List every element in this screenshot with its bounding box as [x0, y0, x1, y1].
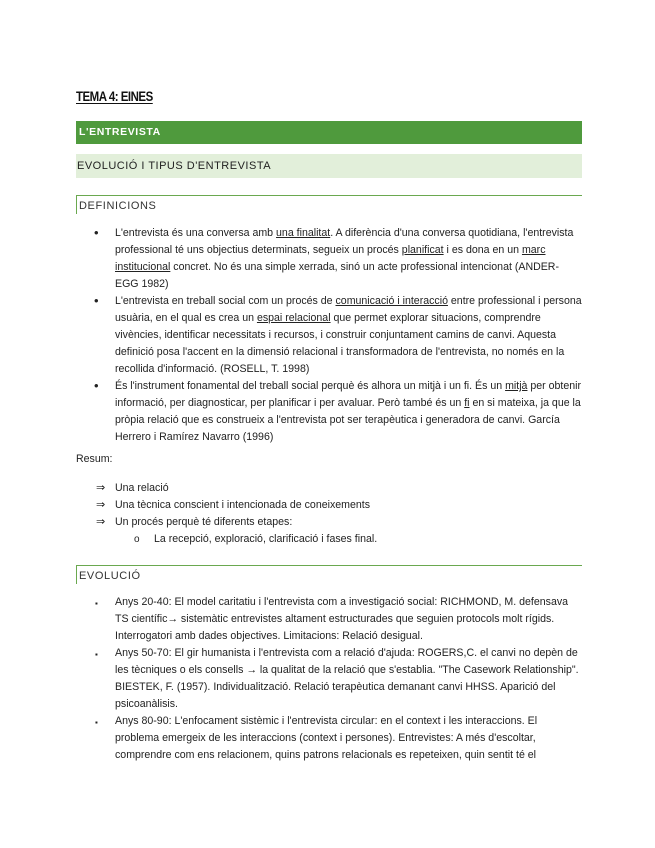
bullet-dot-icon: •: [94, 225, 99, 240]
summary-item: [76, 497, 582, 514]
underlined-term: una finalitat: [276, 227, 331, 239]
evolution-item: [76, 594, 582, 645]
definition-item: [76, 225, 582, 293]
text-segment: És l'instrument fonamental del treball social perquè és alhora un mitjà i un fi. És un: [115, 380, 506, 392]
arrow-right-icon: ⇒: [96, 499, 106, 511]
summary-subitem: [76, 531, 582, 548]
underlined-term: mitjà: [505, 380, 528, 392]
bullet-dot-icon: •: [94, 378, 99, 393]
evolution-item-text: Anys 80-90: L'enfocament sistèmic i l'entrevista circular: en el context i les interaccions. El problema emergeix de les interaccions (context i persones). Entrevistes: A més d'escoltar, comprendre com ens relacionem, quins patrons relacionals es repeteixen, quin sentit té el: [115, 715, 538, 761]
summary-subitem-text: La recepció, exploració, clarificació i fases final.: [154, 533, 378, 545]
bullet-square-icon: ▪: [95, 599, 98, 608]
evolution-item: [76, 713, 582, 764]
text-segment: i es dona en un: [443, 244, 522, 256]
text-segment: en si mateixa, ja que la pròpia relació que es construeix a l'entrevista pot ser terapèutica i generadora de canvi. García Herrero i Ramírez Navarro (1996): [115, 397, 581, 443]
definition-text: [115, 380, 581, 443]
definition-text: [115, 295, 582, 375]
evolution-item-text: Anys 20-40: El model caritatiu i l'entrevista com a investigació social: RICHMOND, M. defensava TS científic→ sistemàtic entrevistes altament estructurades que seguien protocols molt rígids. Interrogatori amb dades objectives. Limitacions: Relació desigual.: [115, 596, 569, 642]
definitions-list: [76, 225, 582, 446]
underlined-term: planificat: [401, 244, 444, 256]
summary-item-text: Una relació: [115, 482, 169, 494]
text-segment: que permet explorar situacions, comprendre vivències, identificar necessitats i recursos, i construir conjuntament camins de canvi. Aquesta definició posa l'accent en la dimensió relacional i transformadora de l'entrevista, no només en la recollida d'informació. (ROSELL, T. 1998): [115, 312, 565, 375]
text-segment: L'entrevista en treball social com un procés de: [115, 295, 336, 307]
summary-item-text: Un procés perquè té diferents etapes:: [115, 516, 293, 528]
section-heading: L'ENTREVISTA: [76, 121, 582, 144]
text-segment: concret. No és una simple xerrada, sinó un acte professional intencionat (ANDER- EGG 1982): [115, 261, 559, 290]
summary-item-text: Una tècnica conscient i intencionada de coneixements: [115, 499, 370, 511]
definitions-heading: DEFINICIONS: [76, 195, 582, 214]
definition-text: [115, 227, 573, 290]
arrow-right-icon: ⇒: [96, 516, 106, 528]
summary-item: [76, 480, 582, 497]
underlined-term: comunicació i interacció: [335, 295, 448, 307]
definition-item: [76, 293, 582, 378]
bullet-circle-icon: o: [134, 534, 140, 545]
text-segment: entre professional i persona usuària, en el qual es crea un: [115, 295, 582, 324]
bullet-square-icon: ▪: [95, 718, 98, 727]
summary-list: [76, 480, 582, 531]
underlined-term: fi: [464, 397, 470, 409]
evolution-item-text: Anys 50-70: El gir humanista i l'entrevista com a relació d'ajuda: ROGERS,C. el canvi no depèn de les tècniques o els consells → la qualitat de la relació que s'establia. "The Casework Relationship". BIESTEK, F. (1957). Individualització. Relació terapèutica demanant canvi HHSS. Aparició del psicoanàlisis.: [115, 647, 579, 710]
arrow-right-icon: ⇒: [96, 482, 106, 494]
text-segment: . A diferència d'una conversa quotidiana, l'entrevista professional té uns objectius determinats, segueix un procés: [115, 227, 574, 256]
summary-sublist: [76, 531, 582, 548]
evolution-list: [76, 594, 582, 764]
text-segment: L'entrevista és una conversa amb: [115, 227, 277, 239]
summary-item: [76, 514, 582, 531]
underlined-term: espai relacional: [256, 312, 331, 324]
bullet-dot-icon: •: [94, 293, 99, 308]
text-segment: per obtenir informació, per diagnosticar, per planificar i per avaluar. Però també és un: [115, 380, 582, 409]
evolution-item: [76, 645, 582, 713]
definition-item: [76, 378, 582, 446]
topic-title: TEMA 4: EINES: [76, 88, 153, 104]
evolution-heading: EVOLUCIÓ: [76, 565, 582, 584]
subsection-heading: EVOLUCIÓ I TIPUS D'ENTREVISTA: [76, 154, 582, 178]
summary-label: Resum:: [76, 453, 113, 465]
bullet-square-icon: ▪: [95, 650, 98, 659]
underlined-term: marc institucional: [115, 244, 546, 273]
